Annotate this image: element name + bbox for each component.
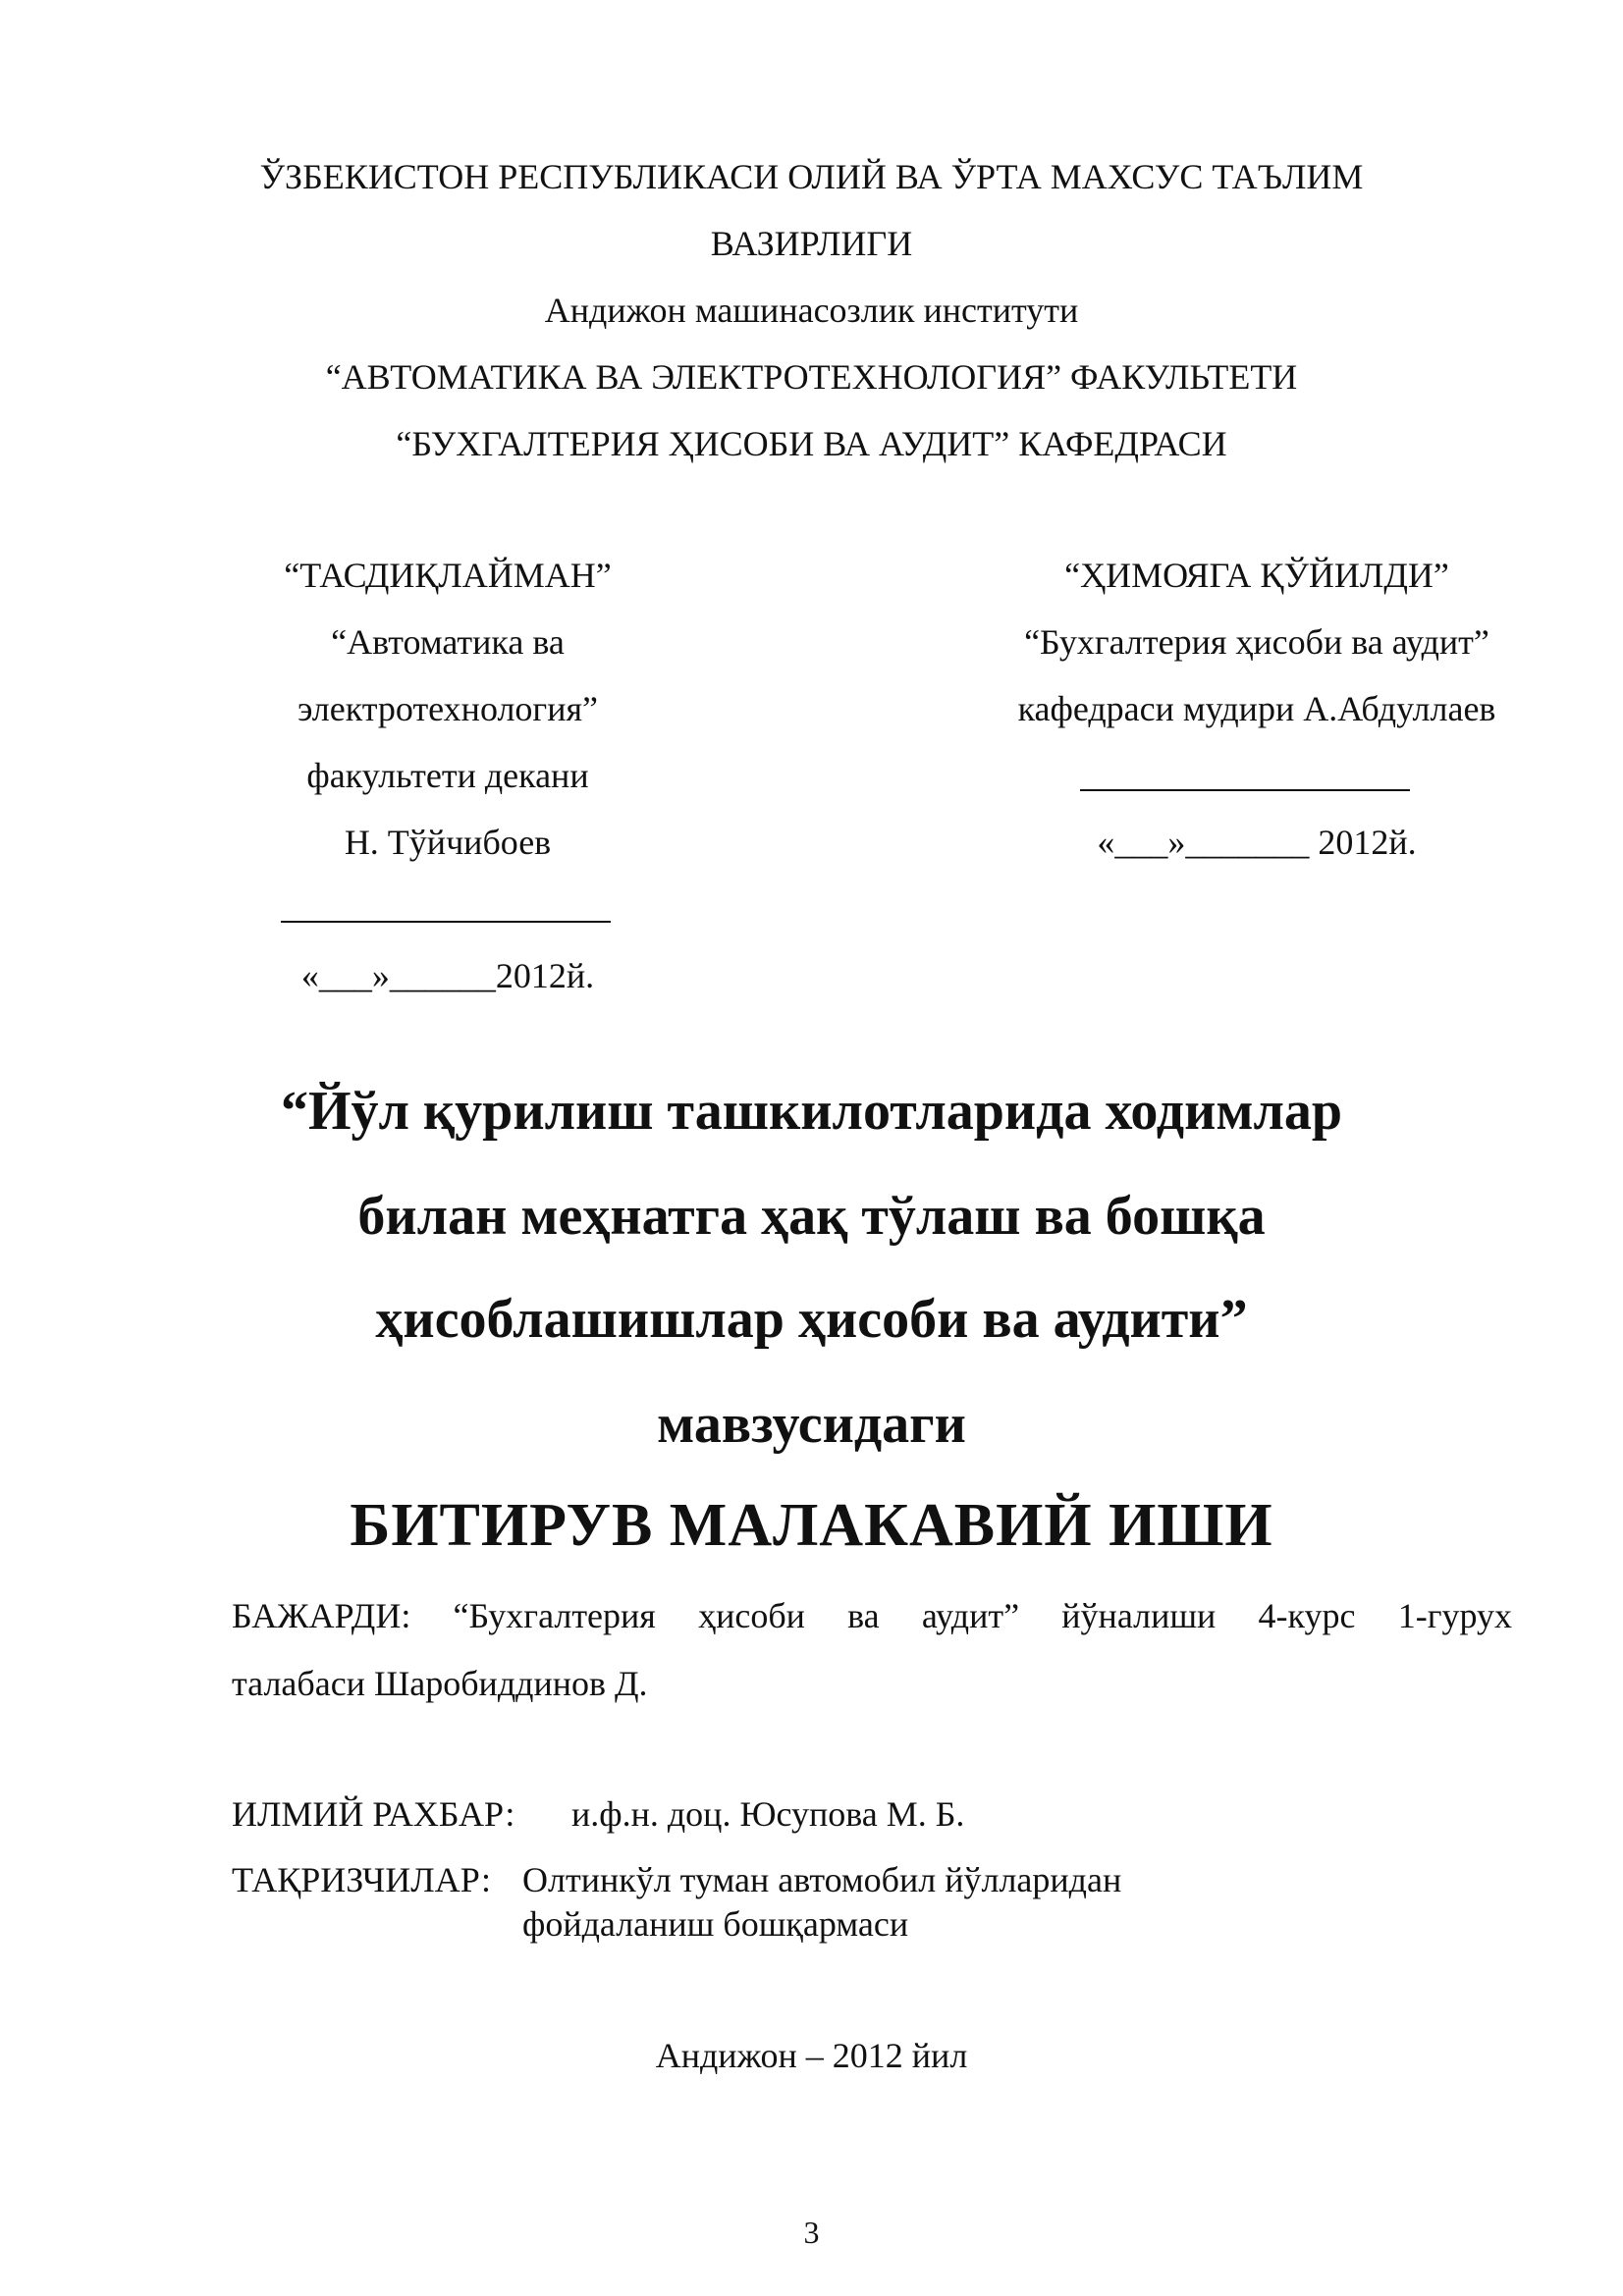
- city-year: Андижон – 2012 йил: [655, 2036, 968, 2075]
- author-word: ва: [847, 1596, 880, 1635]
- approval-left-line-2: электротехнология”: [297, 689, 599, 728]
- author-word: 1-гурух: [1397, 1596, 1512, 1635]
- author-line: [232, 1594, 1512, 1637]
- department-name: “БУХГАЛТЕРИЯ ҲИСОБИ ВА АУДИТ” КАФЕДРАСИ: [396, 424, 1227, 463]
- author-word: 4-курс: [1258, 1596, 1356, 1635]
- supervisor-label: ИЛМИЙ РАХБАР:: [232, 1794, 515, 1834]
- title-line-3: ҳисоблашишлар ҳисоби ва аудити”: [375, 1289, 1248, 1350]
- approval-right-signature-line: [1080, 789, 1410, 791]
- institute-name: Андижон машинасозлик институти: [544, 291, 1079, 330]
- approval-left-line-1: “Автоматика ва: [331, 622, 565, 662]
- author-word: БАЖАРДИ:: [232, 1596, 411, 1635]
- approval-left-signature-line: [281, 921, 611, 923]
- approval-right-line-1: “Бухгалтерия ҳисоби ва аудит”: [1024, 622, 1489, 662]
- approval-left-name: Н. Тўйчибоев: [344, 823, 552, 862]
- author-word: ҳисоби: [698, 1596, 805, 1635]
- reviewers-line-2: фойдаланиш бошқармаси: [522, 1904, 909, 1944]
- approval-right-heading: “ҲИМОЯГА ҚЎЙИЛДИ”: [1064, 556, 1449, 595]
- title-line-1: “Йўл қурилиш ташкилотларида ходимлар: [280, 1081, 1343, 1142]
- approval-left-date: «___»______2012й.: [300, 956, 595, 995]
- supervisor-value: и.ф.н. доц. Юсупова М. Б.: [571, 1794, 965, 1834]
- author-word: йўналиши: [1061, 1596, 1217, 1635]
- work-type-title: БИТИРУВ МАЛАКАВИЙ ИШИ: [350, 1492, 1273, 1559]
- author-word: аудит”: [921, 1596, 1020, 1635]
- reviewers-line-1: Олтинкўл туман автомобил йўлларидан: [522, 1860, 1122, 1899]
- faculty-name: “АВТОМАТИКА ВА ЭЛЕКТРОТЕХНОЛОГИЯ” ФАКУЛЬТЕТИ: [325, 357, 1298, 397]
- author-word: “Бухгалтерия: [453, 1596, 656, 1635]
- title-line-2: билан меҳнатга ҳақ тўлаш ва бошқа: [357, 1186, 1266, 1247]
- approval-right-date: «___»_______ 2012й.: [1097, 823, 1417, 862]
- approval-left-line-3: факультети декани: [306, 756, 589, 795]
- reviewers-label: ТАҚРИЗЧИЛАР:: [232, 1860, 492, 1899]
- approval-right-line-2: кафедраси мудири А.Абдуллаев: [1017, 689, 1496, 728]
- title-line-4: мавзусидаги: [657, 1394, 966, 1455]
- ministry-line-2: ВАЗИРЛИГИ: [710, 224, 913, 263]
- approval-left-heading: “ТАСДИҚЛАЙМАН”: [284, 556, 612, 595]
- author-continuation: талабаси Шаробиддинов Д.: [232, 1664, 648, 1703]
- page-number: 3: [803, 2215, 820, 2250]
- ministry-line-1: ЎЗБЕКИСТОН РЕСПУБЛИКАСИ ОЛИЙ ВА ЎРТА МАХСУС ТАЪЛИМ: [259, 157, 1364, 196]
